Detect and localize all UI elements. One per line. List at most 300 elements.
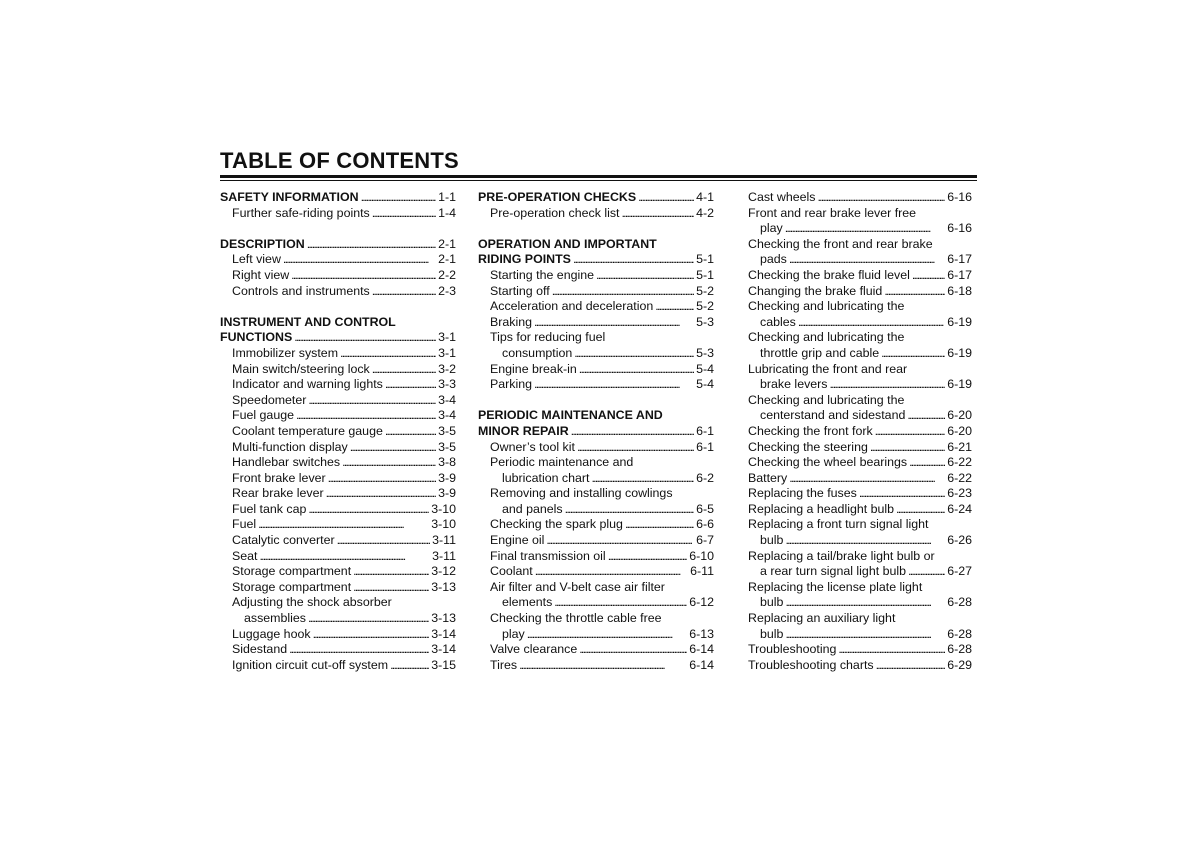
toc-entry[interactable] — [748, 393, 972, 409]
toc-leader-dots — [342, 455, 436, 471]
toc-leader-dots — [884, 284, 945, 300]
toc-page-number: 3-1 — [438, 345, 456, 360]
toc-entry-label: PRE-OPERATION CHECKS — [478, 190, 637, 204]
toc-entry[interactable] — [478, 502, 714, 518]
toc-entry-label: Coolant temperature gauge — [232, 423, 383, 438]
toc-leader-dots — [258, 517, 429, 533]
toc-leader-dots — [875, 424, 946, 440]
toc-page-number: 5-1 — [696, 267, 714, 282]
toc-entry[interactable] — [748, 190, 972, 206]
toc-page-number: 6-5 — [696, 501, 714, 516]
toc-leader-dots — [608, 549, 688, 565]
toc-entry-label: assemblies — [244, 611, 306, 626]
toc-leader-dots — [908, 564, 945, 580]
toc-entry[interactable] — [748, 642, 972, 658]
toc-leader-dots — [372, 362, 436, 378]
toc-entry[interactable] — [478, 299, 714, 315]
toc-entry-label: Checking the brake fluid level — [748, 267, 910, 282]
toc-entry[interactable] — [748, 517, 972, 533]
toc-entry-label: Handlebar switches — [232, 455, 341, 470]
toc-section-heading[interactable] — [478, 237, 714, 253]
toc-page-number: 3-13 — [431, 611, 456, 626]
toc-page-number: 6-29 — [947, 657, 972, 672]
toc-entry-label: Checking the front fork — [748, 423, 873, 438]
toc-page-number: 3-8 — [438, 455, 456, 470]
toc-leader-dots — [789, 471, 945, 487]
toc-page-number: 3-11 — [432, 533, 456, 548]
toc-entry-label: OPERATION AND IMPORTANT — [478, 236, 657, 251]
toc-entry-label: Checking and lubricating the — [748, 299, 905, 314]
toc-entry-label: and panels — [502, 501, 563, 516]
toc-leader-dots — [260, 549, 431, 565]
toc-entry-label: Checking the spark plug — [490, 517, 623, 532]
toc-entry-label: Checking and lubricating the — [748, 330, 905, 345]
toc-page-number: 1-1 — [438, 190, 456, 204]
toc-entry-label: Parking — [490, 377, 533, 392]
toc-entry[interactable] — [478, 330, 714, 346]
toc-column-1 — [220, 190, 456, 673]
toc-entry[interactable] — [478, 549, 714, 565]
toc-entry-label: Troubleshooting charts — [748, 657, 874, 672]
toc-leader-dots — [328, 471, 436, 487]
toc-entry-label: Checking the wheel bearings — [748, 455, 908, 470]
toc-entry-label: a rear turn signal light bulb — [760, 564, 907, 579]
toc-leader-dots — [527, 627, 687, 643]
toc-leader-dots — [283, 252, 436, 268]
toc-leader-dots — [909, 455, 945, 471]
toc-page-number: 6-27 — [947, 564, 972, 579]
toc-entry-label: Engine oil — [490, 533, 545, 548]
toc-entry-label: Cast wheels — [748, 190, 816, 204]
toc-leader-dots — [552, 284, 694, 300]
toc-page-number: 6-28 — [947, 626, 972, 641]
toc-entry[interactable] — [748, 408, 972, 424]
toc-entry[interactable] — [748, 252, 972, 268]
toc-leader-dots — [296, 408, 436, 424]
toc-entry-label: PERIODIC MAINTENANCE AND — [478, 408, 663, 423]
toc-page-number: 6-1 — [696, 439, 714, 454]
toc-page-number: 3-9 — [438, 486, 456, 501]
toc-page-number: 6-22 — [947, 455, 972, 470]
toc-entry-label: Ignition circuit cut-off system — [232, 657, 389, 672]
toc-entry[interactable] — [478, 455, 714, 471]
toc-entry-label: Immobilizer system — [232, 345, 339, 360]
toc-leader-dots — [308, 502, 429, 518]
toc-page-number: 6-22 — [947, 470, 972, 485]
toc-page-number: 3-13 — [431, 579, 456, 594]
toc-entry[interactable] — [748, 502, 972, 518]
toc-page-number: 2-3 — [438, 283, 456, 298]
toc-leader-dots — [573, 252, 694, 268]
toc-entry-label: bulb — [760, 533, 784, 548]
toc-page-number: 6-20 — [947, 423, 972, 438]
toc-entry[interactable] — [748, 471, 972, 487]
toc-entry[interactable] — [220, 533, 456, 549]
toc-leader-dots — [307, 237, 436, 253]
toc-page-number: 6-18 — [947, 283, 972, 298]
toc-entry-label: Adjusting the shock absorber — [232, 595, 392, 610]
toc-entry[interactable] — [478, 564, 714, 580]
toc-entry[interactable] — [220, 595, 456, 611]
toc-leader-dots — [353, 564, 429, 580]
toc-leader-dots — [789, 252, 945, 268]
toc-page-number: 6-19 — [947, 377, 972, 392]
toc-leader-dots — [308, 611, 429, 627]
toc-entry[interactable] — [220, 517, 456, 533]
toc-page-number: 6-10 — [689, 548, 714, 563]
toc-entry-label: Controls and instruments — [232, 283, 370, 298]
toc-entry-label: Starting off — [490, 283, 550, 298]
toc-entry[interactable] — [478, 268, 714, 284]
toc-entry[interactable] — [748, 206, 972, 222]
toc-page-number: 1-4 — [438, 205, 456, 220]
toc-leader-dots — [294, 330, 436, 346]
toc-spacer — [220, 299, 456, 315]
toc-entry-label: Catalytic converter — [232, 533, 335, 548]
toc-entry-label: throttle grip and cable — [760, 345, 880, 360]
toc-entry-label: Changing the brake fluid — [748, 283, 883, 298]
toc-entry[interactable] — [748, 330, 972, 346]
toc-entry[interactable] — [748, 549, 972, 565]
toc-entry[interactable] — [748, 424, 972, 440]
toc-leader-dots — [577, 440, 694, 456]
toc-entry-label: Front brake lever — [232, 470, 326, 485]
toc-entry-label: Coolant — [490, 564, 533, 579]
toc-entry[interactable] — [478, 315, 714, 331]
toc-leader-dots — [535, 564, 688, 580]
toc-entry-label: Air filter and V-belt case air filter — [490, 579, 665, 594]
toc-leader-dots — [353, 580, 429, 596]
toc-leader-dots — [308, 393, 436, 409]
toc-page-number: 5-4 — [696, 377, 714, 392]
toc-entry[interactable] — [220, 346, 456, 362]
toc-entry-label: bulb — [760, 626, 784, 641]
toc-entry-label: pads — [760, 252, 787, 267]
toc-entry-label: Replacing an auxiliary light — [748, 611, 896, 626]
toc-entry-label: Rear brake lever — [232, 486, 324, 501]
toc-entry-label: Lubricating the front and rear — [748, 361, 908, 376]
toc-entry-label: Left view — [232, 252, 281, 267]
toc-entry-label: Replacing the license plate light — [748, 579, 923, 594]
toc-entry[interactable] — [220, 362, 456, 378]
toc-entry[interactable] — [220, 627, 456, 643]
toc-column-3 — [748, 190, 972, 673]
toc-entry-label: Replacing the fuses — [748, 486, 857, 501]
toc-page-number: 6-19 — [947, 345, 972, 360]
toc-entry[interactable] — [478, 627, 714, 643]
toc-leader-dots — [546, 533, 694, 549]
toc-entry[interactable] — [478, 517, 714, 533]
title-rule-thin — [220, 180, 977, 181]
toc-page-number: 4-2 — [696, 205, 714, 220]
page-title: TABLE OF CONTENTS — [220, 148, 459, 173]
toc-leader-dots — [896, 502, 945, 518]
toc-leader-dots — [372, 284, 436, 300]
toc-entry-label: Main switch/steering lock — [232, 361, 370, 376]
toc-entry[interactable] — [478, 284, 714, 300]
toc-entry[interactable] — [220, 206, 456, 222]
toc-page-number: 4-1 — [696, 190, 714, 204]
toc-page-number: 6-13 — [689, 626, 714, 641]
toc-entry[interactable] — [478, 658, 714, 674]
toc-leader-dots — [838, 642, 945, 658]
toc-entry[interactable] — [478, 533, 714, 549]
toc-leader-dots — [361, 190, 436, 206]
toc-entry-label: Acceleration and deceleration — [490, 299, 654, 314]
toc-entry-label: Right view — [232, 267, 290, 282]
toc-leader-dots — [912, 268, 945, 284]
toc-page-number: 6-24 — [947, 501, 972, 516]
toc-entry[interactable] — [748, 533, 972, 549]
toc-section-heading[interactable] — [220, 190, 456, 206]
toc-page-number: 6-17 — [947, 267, 972, 282]
toc-entry-label: Fuel tank cap — [232, 501, 307, 516]
toc-entry[interactable] — [748, 611, 972, 627]
toc-section-heading[interactable] — [478, 190, 714, 206]
toc-entry-label: Further safe-riding points — [232, 205, 370, 220]
toc-page-number: 6-26 — [947, 533, 972, 548]
toc-page-number: 6-28 — [947, 642, 972, 657]
toc-entry-label: DESCRIPTION — [220, 236, 305, 251]
toc-entry[interactable] — [748, 580, 972, 596]
toc-entry-label: lubrication chart — [502, 470, 590, 485]
toc-entry[interactable] — [220, 549, 456, 565]
toc-entry[interactable] — [478, 377, 714, 393]
toc-entry[interactable] — [220, 284, 456, 300]
toc-leader-dots — [571, 424, 694, 440]
toc-entry-label: Storage compartment — [232, 579, 352, 594]
toc-section-heading[interactable] — [220, 237, 456, 253]
toc-entry-label: Checking the front and rear brake — [748, 236, 933, 251]
toc-spacer — [478, 221, 714, 237]
toc-entry-label: centerstand and sidestand — [760, 408, 906, 423]
toc-spacer — [220, 221, 456, 237]
toc-leader-dots — [554, 595, 687, 611]
toc-leader-dots — [655, 299, 694, 315]
toc-page-number: 3-1 — [438, 330, 456, 345]
toc-entry[interactable] — [220, 424, 456, 440]
toc-page-number: 3-12 — [431, 564, 456, 579]
toc-page-number: 6-2 — [696, 470, 714, 485]
toc-page-number: 6-16 — [947, 221, 972, 236]
toc-leader-dots — [798, 315, 945, 331]
toc-entry[interactable] — [748, 346, 972, 362]
toc-entry[interactable] — [220, 502, 456, 518]
toc-entry-label: brake levers — [760, 377, 828, 392]
toc-entry[interactable] — [220, 611, 456, 627]
toc-entry-label: Fuel — [232, 517, 257, 532]
toc-entry[interactable] — [478, 595, 714, 611]
toc-entry-label: Replacing a headlight bulb — [748, 501, 895, 516]
toc-column-2 — [478, 190, 714, 673]
toc-page-number: 3-14 — [431, 642, 456, 657]
toc-entry-label: MINOR REPAIR — [478, 423, 569, 438]
toc-entry[interactable] — [478, 440, 714, 456]
toc-page-number: 6-11 — [690, 564, 714, 579]
toc-page-number: 3-2 — [438, 361, 456, 376]
toc-entry[interactable] — [478, 362, 714, 378]
toc-entry[interactable] — [748, 627, 972, 643]
toc-page-number: 6-20 — [947, 408, 972, 423]
toc-entry[interactable] — [220, 252, 456, 268]
toc-entry[interactable] — [220, 642, 456, 658]
toc-entry-label: Fuel gauge — [232, 408, 295, 423]
toc-leader-dots — [579, 362, 694, 378]
toc-leader-dots — [340, 346, 436, 362]
toc-entry[interactable] — [478, 611, 714, 627]
toc-entry[interactable] — [478, 471, 714, 487]
toc-leader-dots — [638, 190, 694, 206]
toc-leader-dots — [785, 221, 945, 237]
toc-leader-dots — [859, 486, 945, 502]
toc-entry-label: Removing and installing cowlings — [490, 486, 673, 501]
toc-page-number: 2-2 — [438, 267, 456, 282]
toc-entry[interactable] — [748, 564, 972, 580]
toc-entry-label: SAFETY INFORMATION — [220, 190, 359, 204]
toc-entry-label: Final transmission oil — [490, 548, 606, 563]
toc-entry-label: Tires — [490, 657, 518, 672]
toc-leader-dots — [830, 377, 946, 393]
toc-entry-label: cables — [760, 314, 796, 329]
toc-leader-dots — [870, 440, 945, 456]
toc-entry-label: play — [760, 221, 783, 236]
toc-entry-label: Tips for reducing fuel — [490, 330, 606, 345]
toc-entry[interactable] — [748, 315, 972, 331]
toc-entry[interactable] — [748, 440, 972, 456]
toc-entry-label: Storage compartment — [232, 564, 352, 579]
toc-page-number: 6-21 — [947, 439, 972, 454]
toc-page-number: 3-10 — [431, 501, 456, 516]
toc-entry[interactable] — [748, 362, 972, 378]
toc-page-number: 5-2 — [696, 299, 714, 314]
toc-entry[interactable] — [220, 486, 456, 502]
toc-entry-label: Luggage hook — [232, 626, 311, 641]
toc-page-number: 3-4 — [438, 392, 456, 407]
toc-entry[interactable] — [748, 595, 972, 611]
toc-entry-label: Starting the engine — [490, 267, 595, 282]
title-rule-thick — [220, 175, 977, 178]
toc-entry-label: elements — [502, 595, 553, 610]
toc-section-heading[interactable] — [478, 408, 714, 424]
toc-entry-label: Front and rear brake lever free — [748, 205, 917, 220]
toc-leader-dots — [907, 408, 945, 424]
toc-spacer — [478, 393, 714, 409]
toc-entry[interactable] — [220, 268, 456, 284]
toc-entry[interactable] — [748, 284, 972, 300]
toc-entry-label: Seat — [232, 548, 258, 563]
toc-entry[interactable] — [478, 642, 714, 658]
toc-section-heading[interactable] — [478, 424, 714, 440]
toc-entry[interactable] — [478, 486, 714, 502]
toc-page-number: 2-1 — [438, 236, 456, 251]
toc-section-heading[interactable] — [478, 252, 714, 268]
toc-page-number: 3-15 — [431, 657, 456, 672]
toc-entry-label: FUNCTIONS — [220, 330, 293, 345]
toc-entry[interactable] — [478, 206, 714, 222]
toc-entry-label: Replacing a front turn signal light — [748, 517, 929, 532]
toc-entry-label: Indicator and warning lights — [232, 377, 383, 392]
toc-entry-label: Engine break-in — [490, 361, 577, 376]
toc-entry[interactable] — [478, 346, 714, 362]
toc-leader-dots — [625, 517, 694, 533]
toc-page-number: 5-2 — [696, 283, 714, 298]
toc-entry[interactable] — [748, 299, 972, 315]
toc-entry[interactable] — [748, 377, 972, 393]
toc-entry-label: RIDING POINTS — [478, 252, 571, 267]
toc-entry[interactable] — [220, 580, 456, 596]
toc-entry[interactable] — [748, 221, 972, 237]
toc-leader-dots — [818, 190, 946, 206]
toc-entry[interactable] — [220, 658, 456, 674]
toc-entry[interactable] — [220, 440, 456, 456]
toc-page-number: 3-11 — [432, 548, 456, 563]
toc-page-number: 5-3 — [696, 314, 714, 329]
toc-entry[interactable] — [748, 658, 972, 674]
toc-entry-label: Sidestand — [232, 642, 288, 657]
toc-entry[interactable] — [220, 564, 456, 580]
toc-entry[interactable] — [748, 268, 972, 284]
toc-entry[interactable] — [220, 377, 456, 393]
toc-entry[interactable] — [220, 408, 456, 424]
toc-leader-dots — [326, 486, 436, 502]
toc-leader-dots — [591, 471, 694, 487]
toc-page-number: 6-7 — [696, 533, 714, 548]
toc-entry-label: consumption — [502, 345, 573, 360]
toc-page-number: 6-6 — [696, 517, 714, 532]
toc-leader-dots — [385, 377, 436, 393]
toc-section-heading[interactable] — [220, 330, 456, 346]
toc-entry[interactable] — [220, 393, 456, 409]
toc-leader-dots — [372, 206, 436, 222]
toc-entry-label: Owner’s tool kit — [490, 439, 575, 454]
toc-leader-dots — [785, 595, 945, 611]
toc-leader-dots — [385, 424, 436, 440]
toc-page-number: 2-1 — [438, 252, 456, 267]
toc-page-number: 6-19 — [947, 314, 972, 329]
toc-entry[interactable] — [478, 580, 714, 596]
toc-leader-dots — [785, 627, 945, 643]
toc-page-number: 3-5 — [438, 423, 456, 438]
toc-entry-label: Checking the throttle cable free — [490, 611, 662, 626]
toc-page-number: 6-14 — [689, 657, 714, 672]
toc-entry-label: Checking and lubricating the — [748, 392, 905, 407]
toc-entry-label: bulb — [760, 595, 784, 610]
toc-leader-dots — [565, 502, 694, 518]
toc-leader-dots — [785, 533, 945, 549]
toc-leader-dots — [881, 346, 945, 362]
toc-leader-dots — [291, 268, 436, 284]
toc-entry[interactable] — [748, 486, 972, 502]
toc-section-heading[interactable] — [220, 315, 456, 331]
toc-entry-label: Battery — [748, 470, 788, 485]
toc-entry[interactable] — [220, 471, 456, 487]
toc-leader-dots — [579, 642, 687, 658]
toc-entry-label: Troubleshooting — [748, 642, 837, 657]
toc-leader-dots — [350, 440, 436, 456]
toc-entry-label: INSTRUMENT AND CONTROL — [220, 314, 396, 329]
toc-page-number: 6-23 — [947, 486, 972, 501]
toc-entry[interactable] — [748, 237, 972, 253]
toc-leader-dots — [574, 346, 694, 362]
toc-leader-dots — [313, 627, 430, 643]
toc-entry[interactable] — [220, 455, 456, 471]
toc-entry[interactable] — [748, 455, 972, 471]
toc-leader-dots — [519, 658, 687, 674]
toc-leader-dots — [876, 658, 946, 674]
toc-leader-dots — [534, 315, 694, 331]
toc-page-number: 5-3 — [696, 345, 714, 360]
toc-page-number: 3-5 — [438, 439, 456, 454]
